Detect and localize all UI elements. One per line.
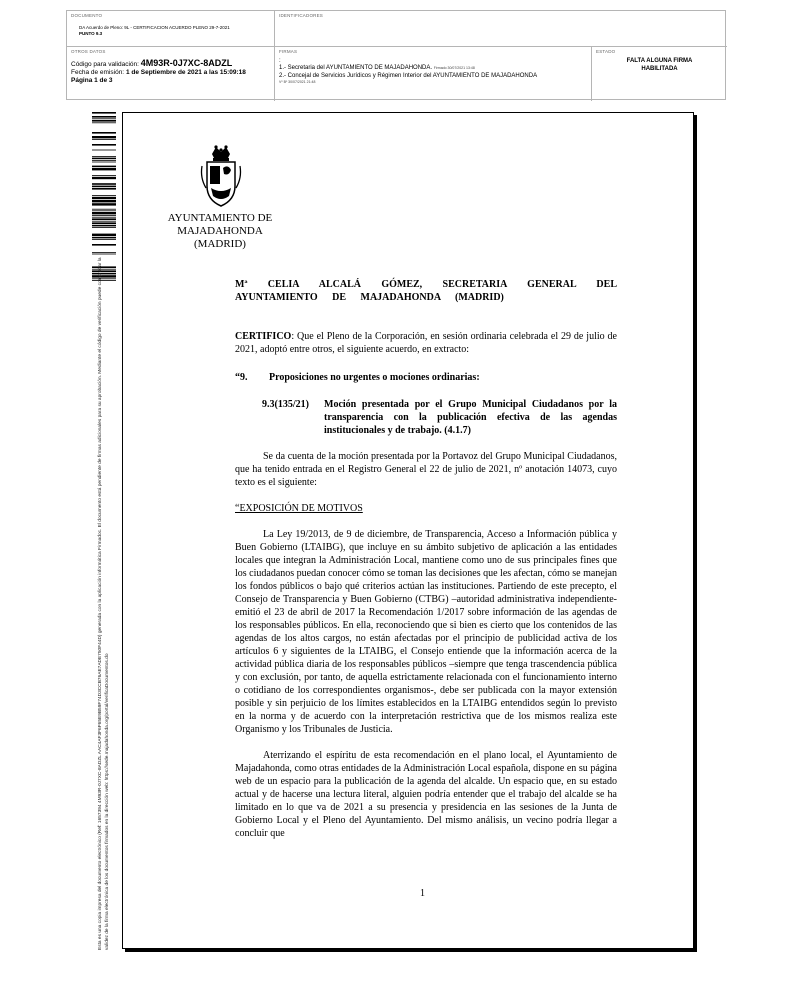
documento-value <box>79 25 230 37</box>
firmas-cell <box>275 47 592 101</box>
item-9-number: “9. <box>235 372 248 383</box>
documento-label: DOCUMENTO <box>71 13 103 18</box>
firma-1-text: 1.- Secretaria del AYUNTAMIENTO DE MAJADAHONDA. <box>279 65 433 71</box>
item-9-3-code: 9.3(135/21) <box>262 399 309 410</box>
documento-value-line1: DA Acuerdo de Pleno: 9L - CERTIFICACION ACUERDO PLENO 29-7-2021 <box>79 25 230 30</box>
municipality-line1: AYUNTAMIENTO DE <box>167 212 273 224</box>
documento-value-line2: PUNTO 9.3 <box>79 31 103 36</box>
section-title: “EXPOSICIÓN DE MOTIVOS <box>235 503 363 514</box>
codigo-value[interactable]: 4M93R-0J7XC-8ADZL <box>140 58 233 68</box>
page-number: 1 <box>420 888 425 899</box>
firma-1-note: Firmado 30/07/2021 13:48 <box>433 66 475 70</box>
intro-paragraph: Se da cuenta de la moción presentada por la Portavoz del Grupo Municipal Ciudadanos, que ha tenido entrada en el Registro General el 22 de julio de 2021, nº anotación 14073, cuyo texto es el siguiente: <box>235 451 617 488</box>
firmas-label: FIRMAS <box>279 49 298 54</box>
pagina-line: Página 1 de 3 <box>71 77 113 84</box>
identificadores-cell <box>275 11 727 47</box>
document-heading: Mª CELIA ALCALÁ GÓMEZ, SECRETARIA GENERAL DEL AYUNTAMIENTO DE MAJADAHONDA (MADRID) <box>235 279 617 303</box>
municipality-name <box>160 212 280 251</box>
municipality-line3: (MADRID) <box>194 238 246 250</box>
item-9-heading <box>235 372 480 383</box>
municipality-line2: MAJADAHONDA <box>177 225 263 237</box>
document-body-continued <box>235 450 617 840</box>
paragraph-2: Aterrizando el espíritu de esta recomendación en el plano local, el Ayuntamiento de Majadahonda, como otras entidades de la Administración Local española, dispone en su página web de un espacio para la publicación de la agenda del alcalde. Un espacio que, en su estado actual y de hacerse una lectura literal, alguien podría entender que el trabajo del alcalde se ha limitado en lo que va de 2021 a su presencia y presidencia en las sesiones de la Junta de Gobierno Local y el Pleno del Ayuntamiento. Del mismo análisis, un vecino podría llegar a concluir que <box>235 750 617 839</box>
coat-of-arms-icon <box>198 144 244 208</box>
firma-1 <box>279 64 537 72</box>
estado-cell <box>592 47 727 101</box>
codigo-label: Código para validación: <box>71 61 139 68</box>
document-header-table <box>66 10 726 100</box>
otros-datos-cell <box>67 47 275 101</box>
item-9-3-title: Moción presentada por el Grupo Municipal Ciudadanos por la transparencia con la publicación efectiva de las agendas institucionales y de trabajo. (4.1.7) <box>324 399 617 436</box>
otros-datos-text <box>71 59 246 85</box>
document-body <box>235 278 617 356</box>
fecha-emision-line <box>71 69 246 77</box>
otros-datos-label: OTROS DATOS <box>71 49 106 54</box>
firma-colon: : <box>279 58 281 64</box>
identificadores-label: IDENTIFICADORES <box>279 13 324 18</box>
firma-2: 2.- Concejal de Servicios Jurídicos y Régimen Interior del AYUNTAMIENTO DE MAJADAHONDA <box>279 73 538 79</box>
firma-2-note: Vº Bº 30/07/2021 21:48 <box>279 80 316 84</box>
codigo-validacion-line <box>71 59 246 69</box>
documento-cell <box>67 11 275 47</box>
fecha-value: 1 de Septiembre de 2021 a las 15:09:18 <box>125 69 246 76</box>
item-9-title: Proposiciones no urgentes o mociones ordinarias: <box>269 372 480 383</box>
paragraph-1: La Ley 19/2013, de 9 de diciembre, de Transparencia, Acceso a Información pública y Buen Gobierno (LTAIBG), que incluye en su ámbito subjetivo de aplicación a las entidades locales que integran la Administración Local, mantiene como uno de sus principales fines que los ciudadanos puedan conocer cómo se toman las decisiones que les afectan, cómo se manejan los fondos públicos o bajo qué criterios actúan las instituciones. Partiendo de este precepto, el Consejo de Transparencia y Buen Gobierno (CTBG) –autoridad administrativa independiente- emitió el 23 de abril de 2017 la Recomendación 1/2017 sobre información de las agendas de los responsables públicos. En ella, reconociendo que si bien es cierto que los contenidos de las agendas de los altos cargos, no están afectadas por el principio de publicidad activa de los artículos 6 y siguientes de la LTAIBG, el Consejo entiende que la información acerca de la actividad pública diaria de los responsables públicos –siempre que tenga trascendencia pública y con exclusión, por tanto, de aquella estrictamente relacionada con el funcionamiento interno o cotidiano de los correspondientes organismos-, debe ser publicada con la mayor extensión posible y sin perjuicio de los límites establecidos en la LTAIBG entendidos según lo previsto en la norma y de acuerdo con la interpretación restrictiva que de los mismos realiza este Organismo y los Tribunales de Justicia. <box>235 529 617 735</box>
estado-value-line1: FALTA ALGUNA FIRMA <box>626 58 693 64</box>
estado-value-line2: HABILITADA <box>641 66 678 72</box>
certifico-text: : Que el Pleno de la Corporación, en sesión ordinaria celebrada el 29 de julio de 2021, adoptó entre otros, el siguiente acuerdo, en extracto: <box>235 331 617 355</box>
estado-label: ESTADO <box>596 49 616 54</box>
certifico-label: CERTIFICO <box>235 331 292 342</box>
certifico-paragraph <box>235 330 617 356</box>
fecha-label: Fecha de emisión: <box>71 69 125 76</box>
side-verification-note: Esta es una copia impresa del documento electrónico (Ref: 1657394 4M93R-0J7XC-8ADZL AAC4AF3F6F65E9B59F74D3CCB76AE7ADE750F44D) generada con la aplicación informática Firmadoc. El documento está pendiente de firmas adicionales para su aprobación. Mediante el código de verificación puede comprobar la validez de la firma electrónica de los documentos firmados en la dirección web: https://sede.majadahonda.org/portal/verificaDocumentos.do <box>98 257 110 950</box>
estado-value <box>592 57 727 73</box>
firmas-text <box>279 59 537 85</box>
